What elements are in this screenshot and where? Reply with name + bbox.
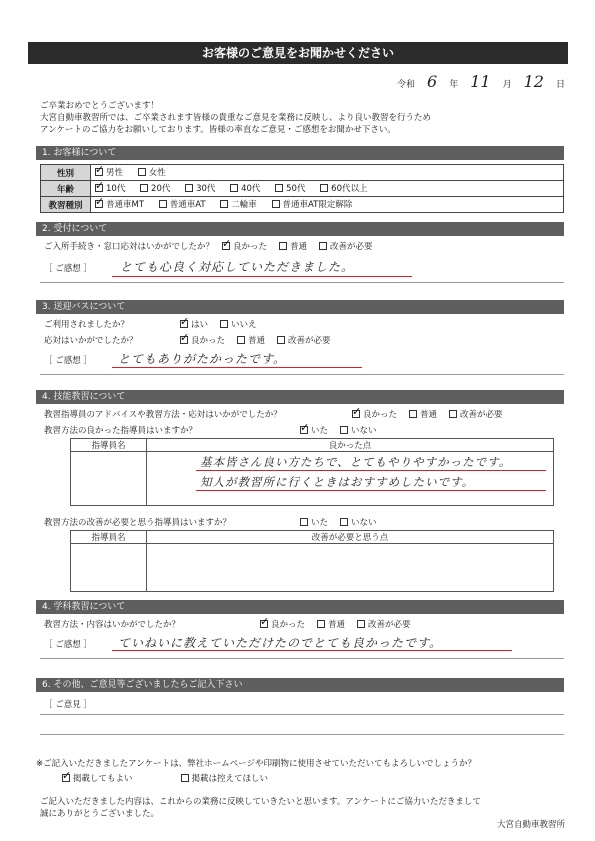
date-year-unit: 年: [449, 80, 459, 90]
reception-comment-underline: [112, 276, 412, 277]
age-label: 年齢: [41, 181, 91, 197]
date-row: [397, 72, 565, 91]
consent-options: [62, 772, 280, 784]
classroom-question-row: [44, 618, 423, 630]
company-name: 大宮自動車教習所: [496, 820, 565, 830]
section-4-header: 4. 技能教習について: [36, 390, 564, 404]
checkbox-icon[interactable]: [317, 620, 325, 628]
classroom-comment-label: ［ ご感想 ］: [44, 640, 92, 650]
good-comment-line-1[interactable]: 基本皆さん良い方たちで、とてもやりやすかったです。: [200, 455, 512, 469]
closing-text: [40, 796, 570, 820]
closing-line-1: ご記入いただきました内容は、これからの業務に反映していきたいと思います。アンケートにご協力いただきまして: [40, 797, 481, 807]
checkbox-icon[interactable]: [340, 426, 348, 434]
intro-line-1: ご卒業おめでとうございます！: [40, 101, 160, 111]
checkbox-icon[interactable]: [275, 184, 283, 192]
date-day-unit: 日: [555, 80, 565, 90]
age-option-20s[interactable]: 20代: [140, 182, 170, 194]
intro-line-3: アンケートのご協力をお願いしております。皆様の率直なご意見・ご感想をお聞かせ下さい。: [40, 125, 396, 135]
bus-use-row: [44, 318, 269, 330]
good-table-header-name: 指導員名: [71, 439, 147, 452]
checkbox-checked-icon[interactable]: [352, 410, 360, 418]
course-option-mt[interactable]: ✓ 普通車MT: [95, 198, 144, 210]
date-era: 令和: [397, 80, 416, 90]
skill-instructor-option-normal[interactable]: 普通: [409, 408, 437, 420]
checkbox-icon[interactable]: [230, 184, 238, 192]
bad-table-header-name: 指導員名: [71, 531, 147, 544]
bus-service-option-improve[interactable]: 改善が必要: [277, 334, 331, 346]
age-option-60s-plus[interactable]: 60代以上: [320, 182, 367, 194]
consent-option-allow[interactable]: ✓ 掲載してもよい: [62, 772, 133, 784]
date-month-value[interactable]: 11: [470, 72, 491, 91]
classroom-comment-underline: [112, 650, 512, 651]
checkbox-checked-icon[interactable]: [180, 320, 188, 328]
skill-instructor-question: 教習指導員のアドバイスや教習方法・応対はいかがでしたか？: [44, 410, 282, 420]
bad-table-name-cell[interactable]: [71, 544, 147, 592]
good-instructor-row: [44, 424, 389, 436]
good-comment-underline-2: [196, 490, 546, 491]
checkbox-checked-icon[interactable]: [300, 426, 308, 434]
classroom-comment-line: [40, 658, 564, 659]
closing-line-2: 誠にありがとうございました。: [40, 809, 160, 819]
age-option-30s[interactable]: 30代: [185, 182, 215, 194]
other-comment-line-1[interactable]: [40, 714, 564, 715]
reception-question: ご入所手続き・窓口応対はいかがでしたか？: [44, 242, 215, 252]
section-5-header: 4. 学科教習について: [36, 600, 564, 614]
reception-question-row: [44, 240, 385, 252]
checkbox-icon[interactable]: [300, 518, 308, 526]
section-1-header: 1. お客様について: [36, 146, 564, 160]
bad-table-point-cell[interactable]: [147, 544, 554, 592]
bad-instructor-table: [70, 530, 554, 592]
good-instructor-option-no[interactable]: いない: [340, 424, 377, 436]
gender-options: [91, 165, 564, 181]
gender-option-female[interactable]: 女性: [138, 166, 166, 178]
checkbox-icon[interactable]: [409, 410, 417, 418]
checkbox-icon[interactable]: [220, 320, 228, 328]
bad-table-header-point: 改善が必要と思う点: [147, 531, 554, 544]
good-instructor-question: 教習方法の良かった指導員はいますか？: [44, 426, 198, 436]
checkbox-checked-icon[interactable]: [180, 336, 188, 344]
classroom-option-improve[interactable]: 改善が必要: [357, 618, 411, 630]
checkbox-icon[interactable]: [159, 200, 167, 208]
checkbox-icon[interactable]: [320, 184, 328, 192]
bad-instructor-row: [44, 516, 389, 528]
classroom-option-good[interactable]: ✓ 良かった: [260, 618, 305, 630]
checkbox-icon[interactable]: [357, 620, 365, 628]
age-option-50s[interactable]: 50代: [275, 182, 305, 194]
section-2-header: 2. 受付について: [36, 222, 564, 236]
bus-comment-label: ［ ご感想 ］: [44, 356, 92, 366]
reception-comment-line: [40, 282, 564, 283]
checkbox-icon[interactable]: [220, 200, 228, 208]
checkbox-icon[interactable]: [181, 774, 189, 782]
bus-use-question: ご利用されましたか？: [44, 320, 130, 330]
skill-instructor-option-good[interactable]: ✓ 良かった: [352, 408, 397, 420]
bus-service-option-good[interactable]: ✓ 良かった: [180, 334, 225, 346]
classroom-option-normal[interactable]: 普通: [317, 618, 345, 630]
bus-service-question: 応対はいかがでしたか？: [44, 336, 138, 346]
bus-comment-underline: [112, 367, 362, 368]
date-day-value[interactable]: 12: [523, 72, 544, 91]
skill-instructor-option-improve[interactable]: 改善が必要: [449, 408, 503, 420]
good-comment-underline-1: [196, 470, 546, 471]
course-option-at-limit-removal[interactable]: 普通車AT限定解除: [272, 198, 353, 210]
course-option-at[interactable]: 普通車AT: [159, 198, 206, 210]
checkbox-checked-icon[interactable]: [260, 620, 268, 628]
customer-info-table: [40, 164, 564, 213]
classroom-question: 教習方法・内容はいかがでしたか？: [44, 620, 181, 630]
other-comment-line-2[interactable]: [40, 734, 564, 735]
bus-service-row: [44, 334, 343, 346]
reception-option-improve[interactable]: 改善が必要: [319, 240, 373, 252]
bus-use-option-no[interactable]: いいえ: [220, 318, 257, 330]
bad-instructor-option-no[interactable]: いない: [340, 516, 377, 528]
checkbox-checked-icon[interactable]: [222, 242, 230, 250]
section-3-header: 3. 送迎バスについて: [36, 300, 564, 314]
bus-service-option-normal[interactable]: 普通: [237, 334, 265, 346]
bus-use-option-yes[interactable]: ✓ はい: [180, 318, 208, 330]
course-options: [91, 197, 564, 213]
other-comment-label: ［ ご意見 ］: [44, 700, 92, 710]
bad-instructor-question: 教習方法の改善が必要と思う指導員はいますか？: [44, 518, 232, 528]
bus-comment[interactable]: とてもありがたかったです。: [118, 352, 287, 366]
good-table-header-point: 良かった点: [147, 439, 554, 452]
form-title: お客様のご意見をお聞かせください: [28, 42, 568, 64]
course-label: 教習種別: [41, 197, 91, 213]
checkbox-icon[interactable]: [319, 242, 327, 250]
age-option-40s[interactable]: 40代: [230, 182, 260, 194]
section-6-header: 6. その他、ご意見等ございましたらご記入下さい: [36, 678, 564, 692]
age-options: [91, 181, 564, 197]
good-instructor-table: [70, 438, 554, 506]
checkbox-icon[interactable]: [185, 184, 193, 192]
checkbox-icon[interactable]: [449, 410, 457, 418]
bus-comment-line: [40, 374, 564, 375]
reception-option-normal[interactable]: 普通: [279, 240, 307, 252]
reception-option-good[interactable]: ✓ 良かった: [222, 240, 267, 252]
reception-comment[interactable]: とても心良く対応していただきました。: [120, 260, 355, 274]
good-instructor-option-yes[interactable]: ✓ いた: [300, 424, 328, 436]
checkbox-icon[interactable]: [279, 242, 287, 250]
checkbox-icon[interactable]: [340, 518, 348, 526]
consent-option-decline[interactable]: 掲載は控えてほしい: [181, 772, 269, 784]
date-year-value[interactable]: 6: [427, 72, 438, 91]
intro-line-2: 大宮自動車教習所では、ご卒業されます皆様の貴重なご意見を業務に反映し、より良い教習を行うため: [40, 113, 432, 123]
consent-question: ※ご記入いただきましたアンケートは、弊社ホームページや印刷物に使用させていただいてもよろしいでしょうか？: [36, 759, 476, 769]
gender-option-male[interactable]: ✓ 男性: [95, 166, 123, 178]
checkbox-icon[interactable]: [140, 184, 148, 192]
checkbox-checked-icon[interactable]: [95, 168, 103, 176]
skill-instructor-row: [44, 408, 515, 420]
classroom-comment[interactable]: ていねいに教えていただけたのでとても良かったです。: [118, 636, 443, 650]
intro-text: [40, 100, 560, 136]
reception-comment-label: ［ ご感想 ］: [44, 264, 92, 274]
bad-instructor-option-yes[interactable]: いた: [300, 516, 328, 528]
checkbox-icon[interactable]: [277, 336, 285, 344]
checkbox-checked-icon[interactable]: [95, 184, 103, 192]
age-option-10s[interactable]: ✓ 10代: [95, 182, 125, 194]
checkbox-checked-icon[interactable]: [95, 200, 103, 208]
checkbox-checked-icon[interactable]: [62, 774, 70, 782]
checkbox-icon[interactable]: [237, 336, 245, 344]
good-comment-line-2[interactable]: 知人が教習所に行くときはおすすめしたいです。: [200, 475, 475, 489]
gender-label: 性別: [41, 165, 91, 181]
good-table-name-cell[interactable]: [71, 452, 147, 506]
checkbox-icon[interactable]: [272, 200, 280, 208]
checkbox-icon[interactable]: [138, 168, 146, 176]
course-option-motorcycle[interactable]: 二輪車: [220, 198, 257, 210]
date-month-unit: 月: [502, 80, 512, 90]
